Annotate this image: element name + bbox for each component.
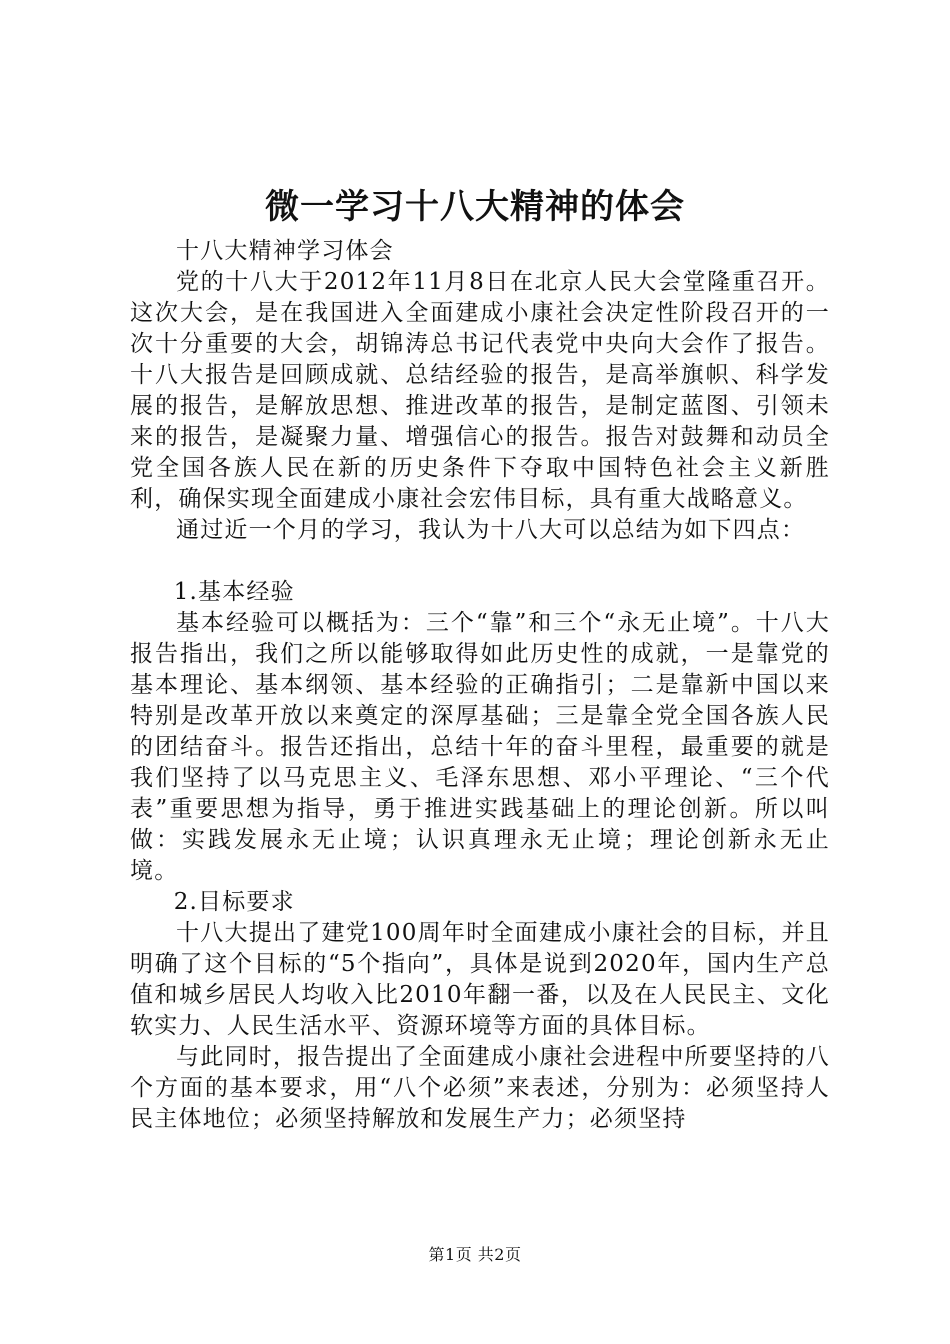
section-heading-goals: 2.目标要求 [173,889,295,915]
page-footer: 第1页 共2页 [428,1245,522,1264]
document-title: 微一学习十八大精神的体会 [265,187,685,227]
goals-paragraph: 十八大提出了建党100周年时全面建成小康社会的目标，并且明确了这个目标的“5个指向”，具体是说到2020年，国内生产总值和城乡居民人均收入比2010年翻一番，以及在人民民主、文化软实力、人民生活水平、资源环境等方面的具体目标。 [130,920,830,1039]
subtitle-paragraph: 十八大精神学习体会 [176,238,394,264]
summary-paragraph: 通过近一个月的学习，我认为十八大可以总结为如下四点： [176,517,806,543]
document-body [130,236,830,1135]
intro-paragraph: 党的十八大于2012年11月8日在北京人民大会堂隆重召开。这次大会，是在我国进入全面建成小康社会决定性阶段召开的一次十分重要的大会，胡锦涛总书记代表党中央向大会作了报告。十八大报告是回顾成就、总结经验的报告，是高举旗帜、科学发展的报告，是解放思想、推进改革的报告，是制定蓝图、引领未来的报告，是凝聚力量、增强信心的报告。报告对鼓舞和动员全党全国各族人民在新的历史条件下夺取中国特色社会主义新胜利，确保实现全面建成小康社会宏伟目标，具有重大战略意义。 [130,269,830,512]
requirements-paragraph: 与此同时，报告提出了全面建成小康社会进程中所要坚持的八个方面的基本要求，用“八个必须”来表述，分别为：必须坚持人民主体地位；必须坚持解放和发展生产力；必须坚持 [130,1044,830,1132]
section-heading-basic-experience: 1.基本经验 [173,579,295,605]
basic-experience-paragraph: 基本经验可以概括为：三个“靠”和三个“永无止境”。十八大报告指出，我们之所以能够取得如此历史性的成就，一是靠党的基本理论、基本纲领、基本经验的正确指引；二是靠新中国以来特别是改革开放以来奠定的深厚基础；三是靠全党全国各族人民的团结奋斗。报告还指出，总结十年的奋斗里程，最重要的就是我们坚持了以马克思主义、毛泽东思想、邓小平理论、“三个代表”重要思想为指导，勇于推进实践基础上的理论创新。所以叫做：实践发展永无止境；认识真理永无止境；理论创新永无止境。 [130,610,830,884]
